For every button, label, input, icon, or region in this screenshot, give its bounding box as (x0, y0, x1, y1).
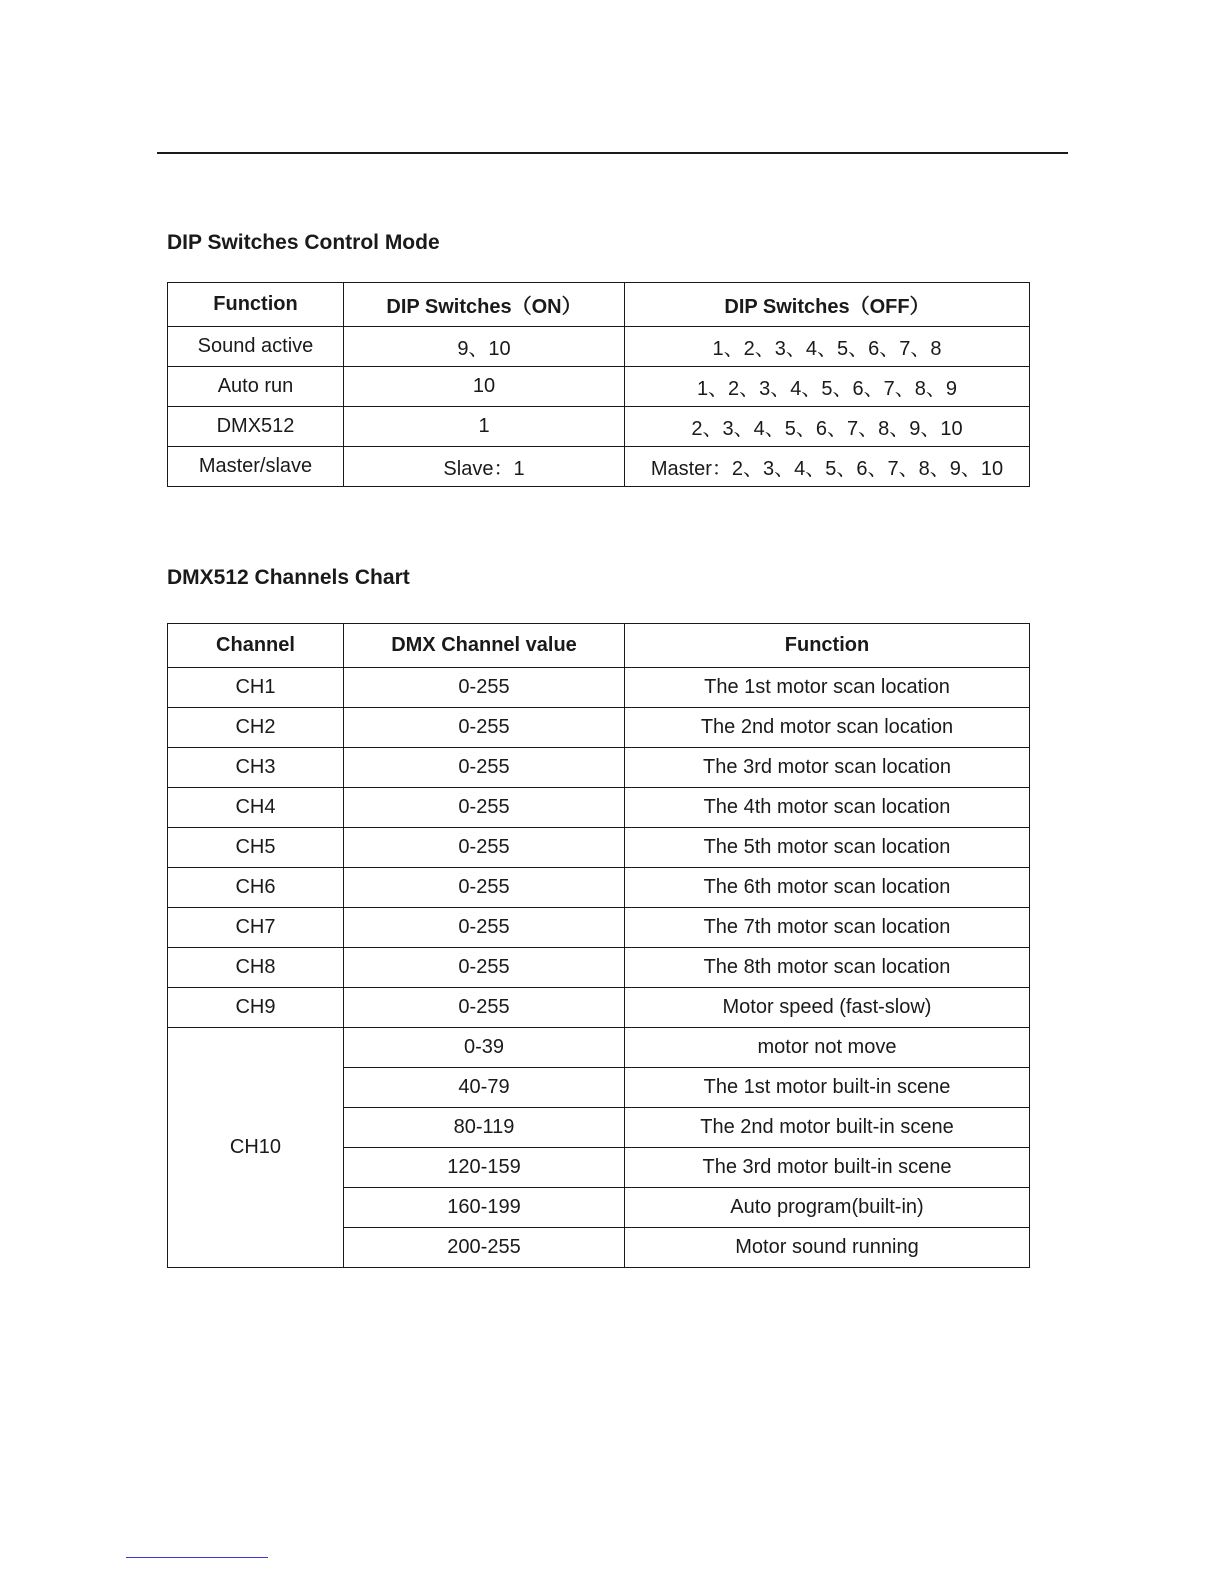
function-cell: The 8th motor scan location (625, 948, 1030, 988)
channel-cell: CH5 (168, 828, 344, 868)
table-row (168, 828, 1030, 868)
function-cell: The 1st motor built-in scene (625, 1068, 1030, 1108)
dip-on-cell: Slave：1 (344, 447, 625, 487)
table-header-row (168, 283, 1030, 327)
column-header-function: Function (168, 283, 344, 327)
table-row (168, 1028, 1030, 1068)
function-cell: The 1st motor scan location (625, 668, 1030, 708)
column-header-channel: Channel (168, 624, 344, 668)
value-cell: 0-39 (344, 1028, 625, 1068)
column-header-function: Function (625, 624, 1030, 668)
value-cell: 0-255 (344, 908, 625, 948)
function-cell: The 6th motor scan location (625, 868, 1030, 908)
function-cell: The 3rd motor scan location (625, 748, 1030, 788)
channel-cell: CH2 (168, 708, 344, 748)
value-cell: 0-255 (344, 988, 625, 1028)
value-cell: 0-255 (344, 828, 625, 868)
dip-on-cell: 10 (344, 367, 625, 407)
dip-on-cell: 1 (344, 407, 625, 447)
channel-cell-ch10: CH10 (168, 1028, 344, 1268)
column-header-dmx-value: DMX Channel value (344, 624, 625, 668)
function-cell: DMX512 (168, 407, 344, 447)
value-cell: 0-255 (344, 668, 625, 708)
dip-off-cell: Master：2、3、4、5、6、7、8、9、10 (625, 447, 1030, 487)
value-cell: 0-255 (344, 748, 625, 788)
table-row (168, 668, 1030, 708)
dip-switch-table (167, 282, 1030, 487)
value-cell: 120-159 (344, 1148, 625, 1188)
table-row (168, 367, 1030, 407)
value-cell: 200-255 (344, 1228, 625, 1268)
dip-section-title: DIP Switches Control Mode (167, 231, 440, 254)
table-row (168, 908, 1030, 948)
dip-off-cell: 1、2、3、4、5、6、7、8、9 (625, 367, 1030, 407)
function-cell: The 2nd motor built-in scene (625, 1108, 1030, 1148)
table-row (168, 868, 1030, 908)
table-row (168, 407, 1030, 447)
table-row (168, 988, 1030, 1028)
function-cell: The 2nd motor scan location (625, 708, 1030, 748)
value-cell: 40-79 (344, 1068, 625, 1108)
dmx-section-title: DMX512 Channels Chart (167, 566, 410, 589)
function-cell: Master/slave (168, 447, 344, 487)
function-cell: Motor speed (fast-slow) (625, 988, 1030, 1028)
channel-cell: CH9 (168, 988, 344, 1028)
column-header-dip-on: DIP Switches（ON） (344, 283, 625, 327)
value-cell: 0-255 (344, 708, 625, 748)
channel-cell: CH4 (168, 788, 344, 828)
function-cell: The 7th motor scan location (625, 908, 1030, 948)
table-row (168, 788, 1030, 828)
dip-off-cell: 1、2、3、4、5、6、7、8 (625, 327, 1030, 367)
column-header-dip-off: DIP Switches（OFF） (625, 283, 1030, 327)
dip-off-cell: 2、3、4、5、6、7、8、9、10 (625, 407, 1030, 447)
value-cell: 80-119 (344, 1108, 625, 1148)
function-cell: The 4th motor scan location (625, 788, 1030, 828)
table-row (168, 447, 1030, 487)
dmx-channels-table (167, 623, 1030, 1268)
function-cell: The 3rd motor built-in scene (625, 1148, 1030, 1188)
function-cell: motor not move (625, 1028, 1030, 1068)
channel-cell: CH1 (168, 668, 344, 708)
function-cell: Motor sound running (625, 1228, 1030, 1268)
value-cell: 0-255 (344, 868, 625, 908)
function-cell: The 5th motor scan location (625, 828, 1030, 868)
channel-cell: CH3 (168, 748, 344, 788)
value-cell: 0-255 (344, 948, 625, 988)
footer-link-rule (126, 1557, 268, 1558)
function-cell: Auto run (168, 367, 344, 407)
header-rule (157, 152, 1068, 154)
function-cell: Auto program(built-in) (625, 1188, 1030, 1228)
table-header-row (168, 624, 1030, 668)
value-cell: 0-255 (344, 788, 625, 828)
function-cell: Sound active (168, 327, 344, 367)
channel-cell: CH8 (168, 948, 344, 988)
channel-cell: CH6 (168, 868, 344, 908)
channel-cell: CH7 (168, 908, 344, 948)
value-cell: 160-199 (344, 1188, 625, 1228)
table-row (168, 748, 1030, 788)
table-row (168, 708, 1030, 748)
table-row (168, 327, 1030, 367)
table-row (168, 948, 1030, 988)
dip-on-cell: 9、10 (344, 327, 625, 367)
